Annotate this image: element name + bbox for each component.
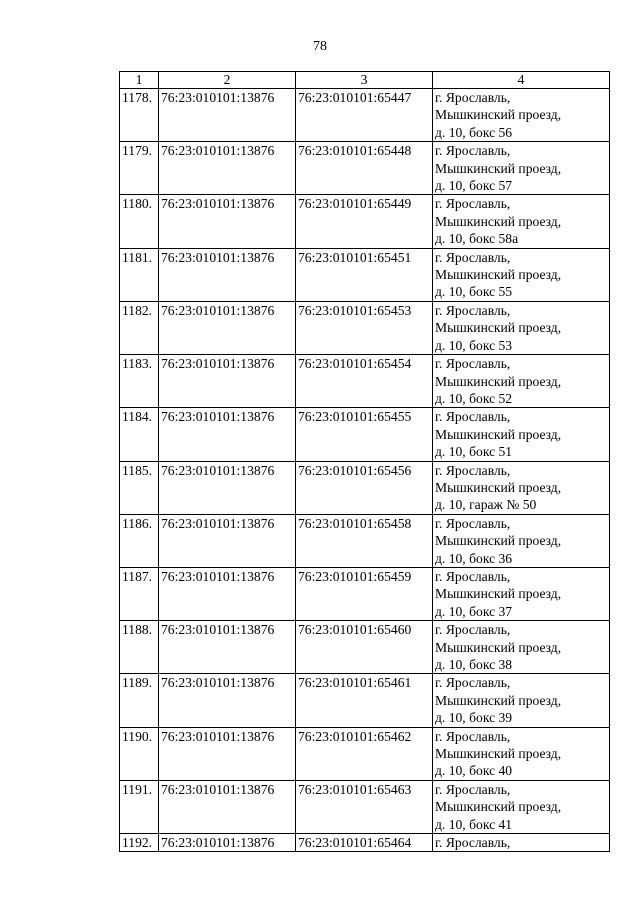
address-line: д. 10, бокс 52 xyxy=(435,390,513,406)
address-line: г. Ярославль, xyxy=(435,568,511,584)
page-number: 78 xyxy=(313,39,327,54)
address-line: д. 10, бокс 36 xyxy=(435,550,513,566)
table-row xyxy=(120,834,610,852)
address-line: Мышкинский проезд, xyxy=(435,692,562,708)
row-number-cell: 1179. xyxy=(120,142,159,195)
row-number-cell: 1184. xyxy=(120,408,159,461)
address-line: Мышкинский проезд, xyxy=(435,160,562,176)
parent-cadastral-number-cell: 76:23:010101:13876 xyxy=(159,355,296,408)
parent-cadastral-number-cell: 76:23:010101:13876 xyxy=(159,142,296,195)
row-number-cell: 1182. xyxy=(120,301,159,354)
cadastral-number-cell: 76:23:010101:65458 xyxy=(296,514,433,567)
address-line: д. 10, бокс 57 xyxy=(435,178,513,194)
cadastral-number-cell: 76:23:010101:65459 xyxy=(296,567,433,620)
address-cell xyxy=(433,355,610,408)
row-number-cell: 1178. xyxy=(120,89,159,142)
address-cell xyxy=(433,461,610,514)
address-line: Мышкинский проезд, xyxy=(435,746,562,762)
address-line: д. 10, гараж № 50 xyxy=(435,497,537,513)
address-line: г. Ярославль, xyxy=(435,515,511,531)
address-line: г. Ярославль, xyxy=(435,622,511,638)
address-line: г. Ярославль, xyxy=(435,196,511,212)
table-row xyxy=(120,567,610,620)
table-row xyxy=(120,142,610,195)
address-line: г. Ярославль, xyxy=(435,249,511,265)
parent-cadastral-number-cell: 76:23:010101:13876 xyxy=(159,89,296,142)
address-line: г. Ярославль, xyxy=(435,302,511,318)
address-cell xyxy=(433,142,610,195)
table-row xyxy=(120,89,610,142)
row-number-cell: 1180. xyxy=(120,195,159,248)
address-line: г. Ярославль, xyxy=(435,409,511,425)
address-line: Мышкинский проезд, xyxy=(435,586,562,602)
table-row xyxy=(120,301,610,354)
parent-cadastral-number-cell: 76:23:010101:13876 xyxy=(159,727,296,780)
address-cell xyxy=(433,727,610,780)
cadastral-number-cell: 76:23:010101:65460 xyxy=(296,621,433,674)
address-line: г. Ярославль, xyxy=(435,728,511,744)
address-line: Мышкинский проезд, xyxy=(435,639,562,655)
address-line: Мышкинский проезд, xyxy=(435,426,562,442)
address-cell xyxy=(433,621,610,674)
table-row xyxy=(120,248,610,301)
registry-table xyxy=(119,71,610,852)
table-body xyxy=(120,89,610,852)
address-line: д. 10, бокс 58а xyxy=(435,231,519,247)
cadastral-number-cell: 76:23:010101:65456 xyxy=(296,461,433,514)
address-cell xyxy=(433,674,610,727)
address-line: г. Ярославль, xyxy=(435,90,511,105)
table-row xyxy=(120,674,610,727)
parent-cadastral-number-cell: 76:23:010101:13876 xyxy=(159,834,296,852)
parent-cadastral-number-cell: 76:23:010101:13876 xyxy=(159,195,296,248)
address-cell xyxy=(433,89,610,142)
address-line: д. 10, бокс 55 xyxy=(435,284,513,300)
cadastral-number-cell: 76:23:010101:65455 xyxy=(296,408,433,461)
column-header-1: 1 xyxy=(120,72,159,89)
cadastral-number-cell: 76:23:010101:65448 xyxy=(296,142,433,195)
row-number-cell: 1181. xyxy=(120,248,159,301)
parent-cadastral-number-cell: 76:23:010101:13876 xyxy=(159,621,296,674)
table-row xyxy=(120,514,610,567)
table-row xyxy=(120,461,610,514)
row-number-cell: 1189. xyxy=(120,674,159,727)
table-row xyxy=(120,780,610,833)
address-line: г. Ярославль, xyxy=(435,835,511,851)
address-line: Мышкинский проезд, xyxy=(435,479,562,495)
table-row xyxy=(120,408,610,461)
row-number-cell: 1191. xyxy=(120,780,159,833)
address-line: д. 10, бокс 38 xyxy=(435,657,513,672)
address-line: Мышкинский проезд, xyxy=(435,373,562,389)
row-number-cell: 1185. xyxy=(120,461,159,514)
address-cell xyxy=(433,567,610,620)
table-row xyxy=(120,621,610,674)
address-cell xyxy=(433,780,610,833)
address-cell xyxy=(433,195,610,248)
column-header-3: 3 xyxy=(296,72,433,89)
cadastral-number-cell: 76:23:010101:65461 xyxy=(296,674,433,727)
table-row xyxy=(120,355,610,408)
row-number-cell: 1190. xyxy=(120,727,159,780)
cadastral-number-cell: 76:23:010101:65451 xyxy=(296,248,433,301)
row-number-cell: 1188. xyxy=(120,621,159,674)
table-row xyxy=(120,195,610,248)
address-line: Мышкинский проезд, xyxy=(435,799,562,815)
parent-cadastral-number-cell: 76:23:010101:13876 xyxy=(159,674,296,727)
address-line: д. 10, бокс 40 xyxy=(435,763,513,779)
address-line: Мышкинский проезд, xyxy=(435,107,562,123)
address-line: д. 10, бокс 37 xyxy=(435,603,513,619)
parent-cadastral-number-cell: 76:23:010101:13876 xyxy=(159,248,296,301)
parent-cadastral-number-cell: 76:23:010101:13876 xyxy=(159,567,296,620)
address-cell xyxy=(433,301,610,354)
cadastral-number-cell: 76:23:010101:65464 xyxy=(296,834,433,852)
parent-cadastral-number-cell: 76:23:010101:13876 xyxy=(159,408,296,461)
address-cell xyxy=(433,834,610,852)
address-line: г. Ярославль, xyxy=(435,675,511,691)
row-number-cell: 1186. xyxy=(120,514,159,567)
address-line: Мышкинский проезд, xyxy=(435,213,562,229)
address-line: д. 10, бокс 51 xyxy=(435,444,513,460)
address-line: Мышкинский проезд, xyxy=(435,267,562,283)
column-header-4: 4 xyxy=(433,72,610,89)
parent-cadastral-number-cell: 76:23:010101:13876 xyxy=(159,301,296,354)
address-line: г. Ярославль, xyxy=(435,462,511,478)
address-line: Мышкинский проезд, xyxy=(435,533,562,549)
address-line: Мышкинский проезд, xyxy=(435,320,562,336)
address-cell xyxy=(433,408,610,461)
address-line: д. 10, бокс 53 xyxy=(435,337,513,353)
address-cell xyxy=(433,248,610,301)
parent-cadastral-number-cell: 76:23:010101:13876 xyxy=(159,780,296,833)
cadastral-number-cell: 76:23:010101:65449 xyxy=(296,195,433,248)
address-line: д. 10, бокс 56 xyxy=(435,124,513,140)
address-line: д. 10, бокс 39 xyxy=(435,710,513,726)
row-number-cell: 1192. xyxy=(120,834,159,852)
column-header-2: 2 xyxy=(159,72,296,89)
row-number-cell: 1183. xyxy=(120,355,159,408)
cadastral-number-cell: 76:23:010101:65454 xyxy=(296,355,433,408)
row-number-cell: 1187. xyxy=(120,567,159,620)
address-line: г. Ярославль, xyxy=(435,781,511,797)
parent-cadastral-number-cell: 76:23:010101:13876 xyxy=(159,461,296,514)
table-row xyxy=(120,727,610,780)
cadastral-number-cell: 76:23:010101:65453 xyxy=(296,301,433,354)
table-header-row xyxy=(120,72,610,89)
cadastral-number-cell: 76:23:010101:65447 xyxy=(296,89,433,142)
address-line: д. 10, бокс 41 xyxy=(435,816,513,832)
address-line: г. Ярославль, xyxy=(435,356,511,372)
address-line: г. Ярославль, xyxy=(435,143,511,159)
cadastral-number-cell: 76:23:010101:65462 xyxy=(296,727,433,780)
cadastral-number-cell: 76:23:010101:65463 xyxy=(296,780,433,833)
address-cell xyxy=(433,514,610,567)
parent-cadastral-number-cell: 76:23:010101:13876 xyxy=(159,514,296,567)
